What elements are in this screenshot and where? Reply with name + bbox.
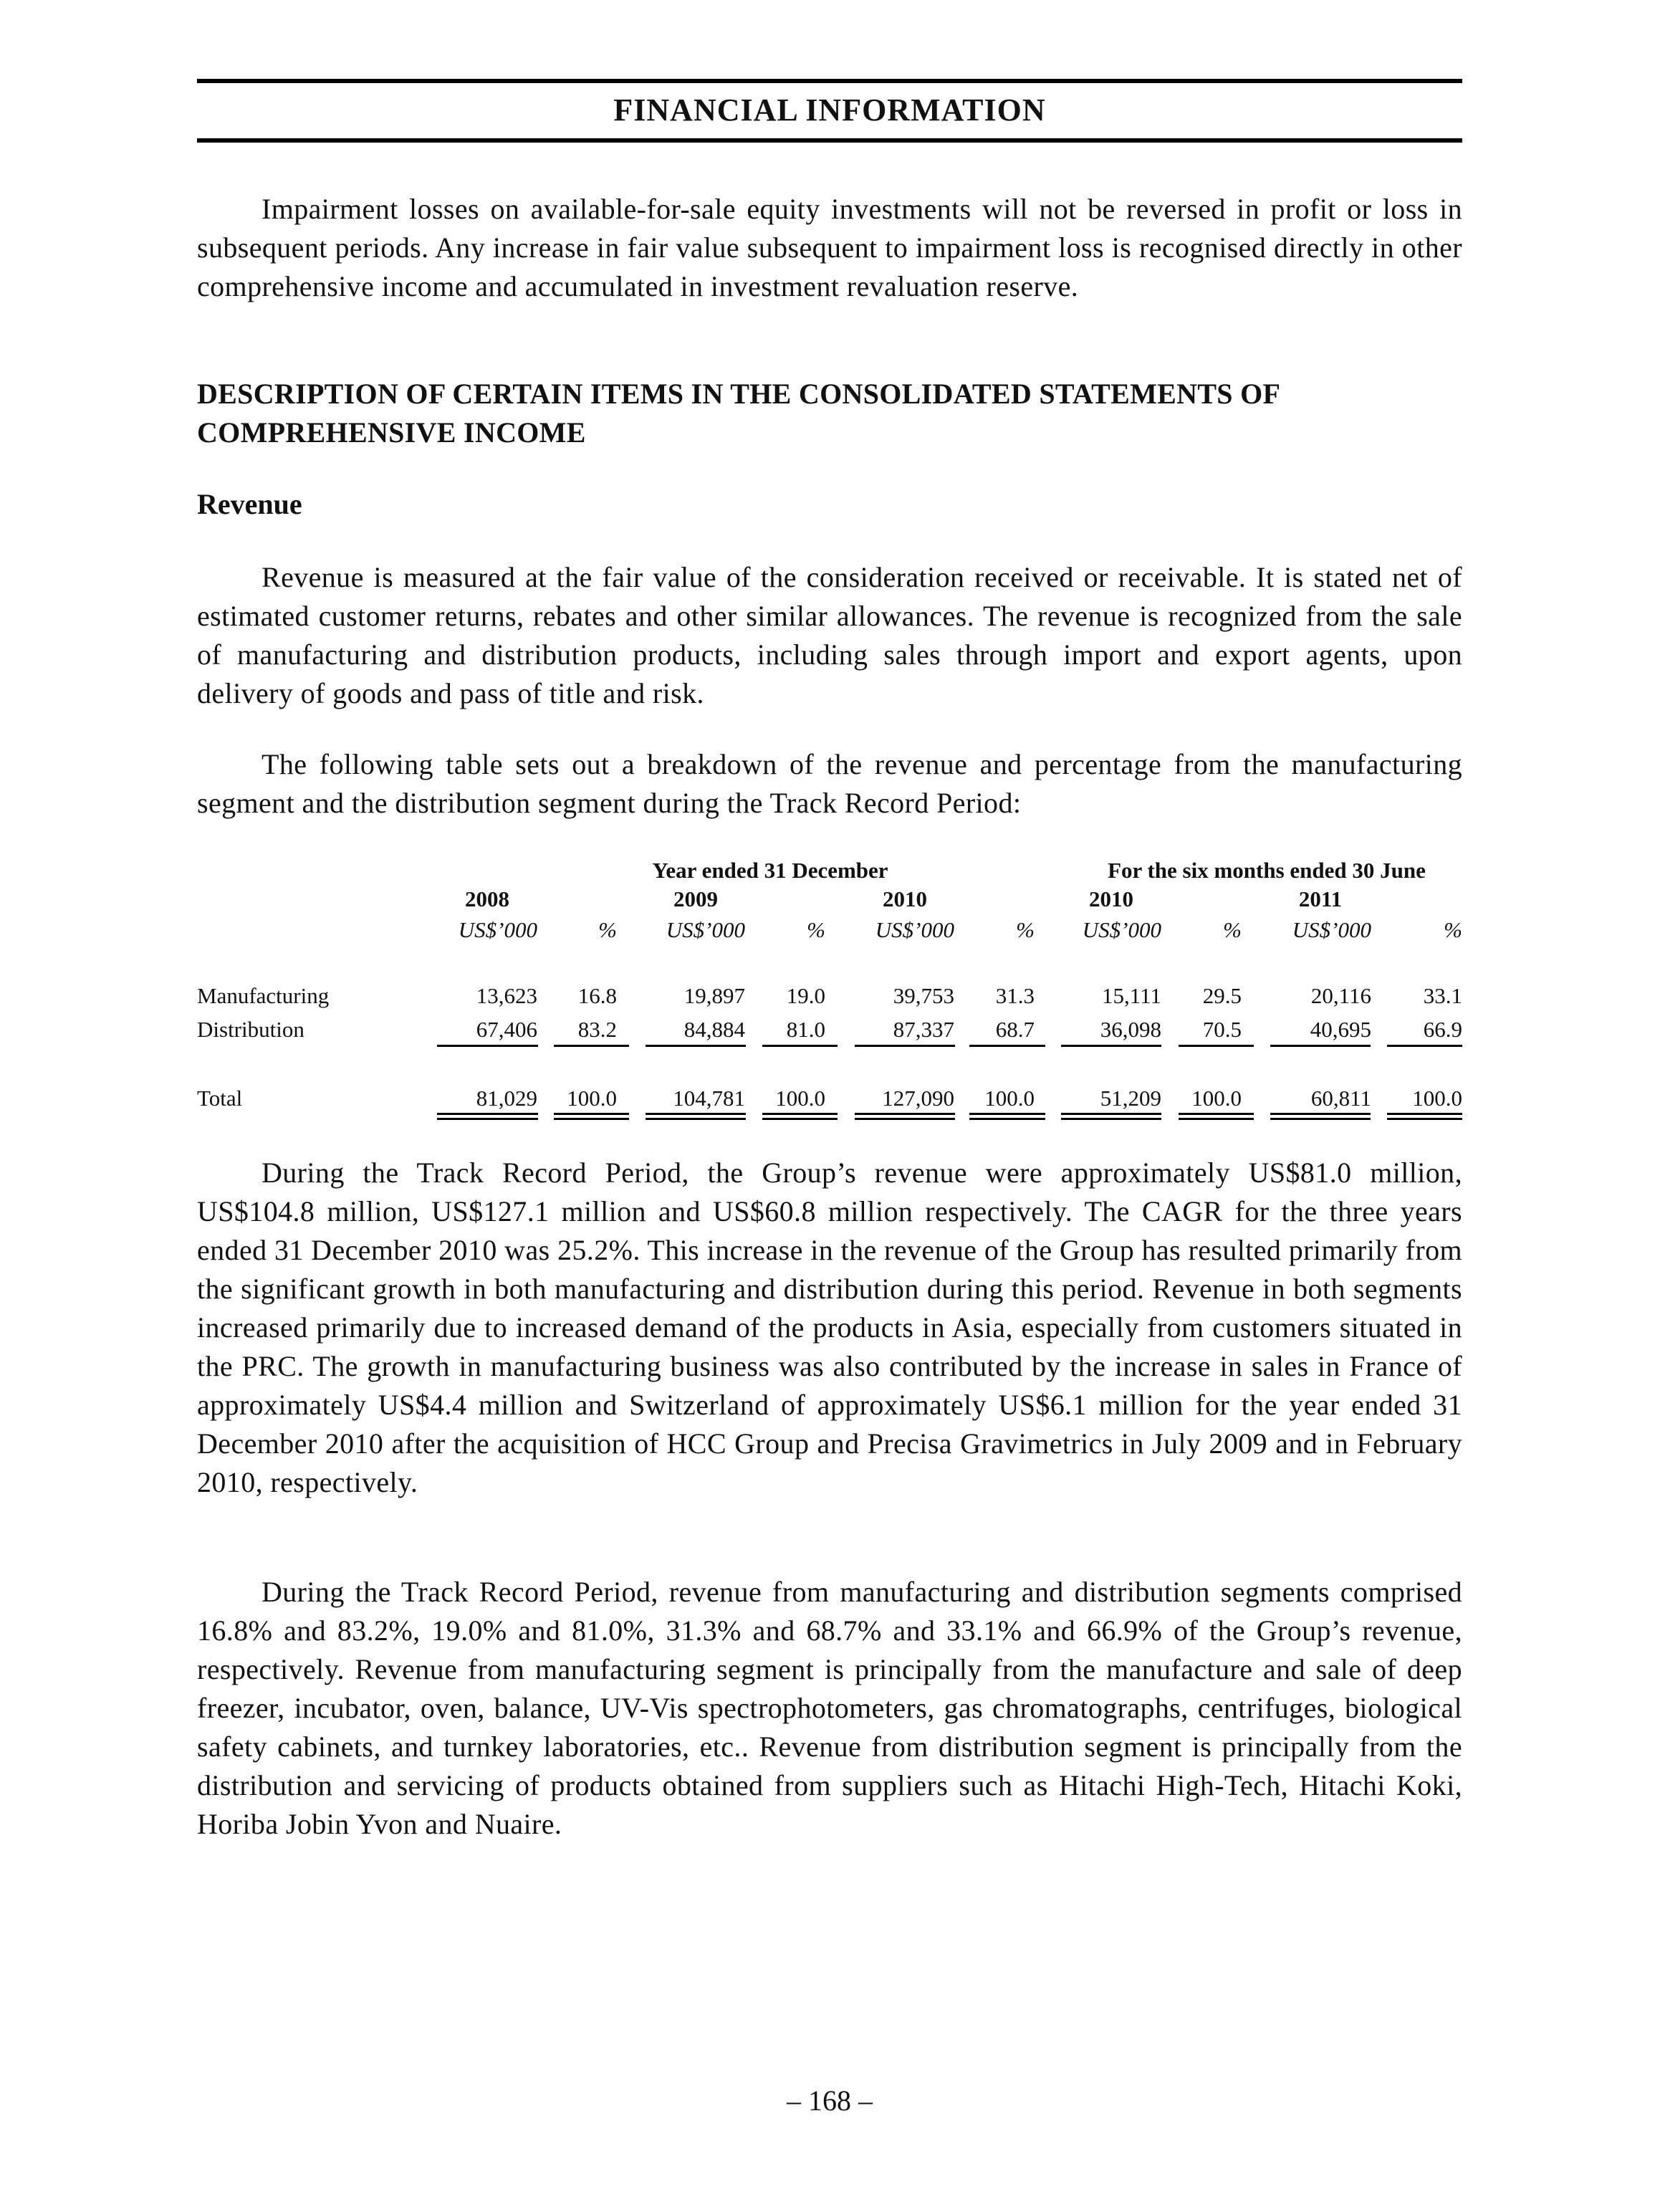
row-label: Total xyxy=(197,1086,243,1111)
subtotal-underline xyxy=(1270,1045,1371,1047)
table-cell: 100.0 xyxy=(1191,1086,1242,1111)
total-double-underline xyxy=(1387,1113,1462,1120)
row-label: Manufacturing xyxy=(197,983,330,1008)
total-double-underline xyxy=(1179,1113,1254,1120)
page-title: FINANCIAL INFORMATION xyxy=(613,92,1046,128)
table-cell: 84,884 xyxy=(683,1017,745,1042)
unit-amount: US$’000 xyxy=(1292,917,1371,942)
paragraph-table-intro xyxy=(197,745,1462,823)
paragraph-revenue-measured-text: Revenue is measured at the fair value of the consideration received or receivable. It is stated net of estimated customer returns, rebates and other similar allowances. The revenue is recognized from the sale of manufacturing and distribution products, including sales through import and export agents, upon delivery of goods and pass of title and risk. xyxy=(197,561,1462,709)
subtotal-underline xyxy=(1179,1045,1254,1047)
total-double-underline xyxy=(762,1113,838,1120)
table-cell: 31.3 xyxy=(995,983,1035,1008)
subtotal-underline xyxy=(1061,1045,1161,1047)
table-cell: 33.1 xyxy=(1423,983,1462,1008)
table-cell: 40,695 xyxy=(1310,1017,1371,1042)
unit-percent: % xyxy=(1016,917,1035,942)
total-double-underline xyxy=(969,1113,1045,1120)
unit-amount: US$’000 xyxy=(1082,917,1161,942)
paragraph-impairment-text: Impairment losses on available-for-sale equity investments will not be reversed in profit or loss in subsequent periods. Any increase in fair value subsequent to impairment loss is recognised directly in other comprehensive income and accumulated in investment revaluation reserve. xyxy=(197,193,1462,302)
total-double-underline xyxy=(855,1113,955,1120)
revenue-heading: Revenue xyxy=(197,488,302,520)
table-cell: 100.0 xyxy=(775,1086,825,1111)
subtotal-underline xyxy=(554,1045,629,1047)
table-cell: 100.0 xyxy=(1412,1086,1462,1111)
year-header: 2009 xyxy=(673,886,718,911)
unit-percent: % xyxy=(598,917,617,942)
row-label: Distribution xyxy=(197,1017,304,1042)
paragraph-segment-share-text: During the Track Record Period, revenue from manufacturing and distribution segments comprised 16.8% and 83.2%, 19.0% and 81.0%, 31.3% and 68.7% and 33.1% and 66.9% of the Group’s revenue, respectively. Revenue from manufacturing segment is principally from the manufacture and sale of deep freezer, incubator, oven, balance, UV-Vis spectrophotometers, gas chromatographs, centrifuges, biological safety cabinets, and turnkey laboratories, etc.. Revenue from distribution segment is principally from the distribution and servicing of products obtained from suppliers such as Hitachi High-Tech, Hitachi Koki, Horiba Jobin Yvon and Nuaire. xyxy=(197,1576,1462,1840)
table-cell: 67,406 xyxy=(476,1017,537,1042)
year-header: 2010 xyxy=(1089,886,1133,911)
subtotal-underline xyxy=(969,1045,1045,1047)
subtotal-underline xyxy=(1387,1045,1462,1047)
table-cell: 51,209 xyxy=(1100,1086,1161,1111)
year-header: 2008 xyxy=(465,886,509,911)
table-cell: 66.9 xyxy=(1423,1017,1462,1042)
subtotal-underline xyxy=(762,1045,838,1047)
table-cell: 60,811 xyxy=(1310,1086,1371,1111)
section-heading: DESCRIPTION OF CERTAIN ITEMS IN THE CONSOLIDATED STATEMENTS OF COMPREHENSIVE INCOME xyxy=(197,378,1280,449)
table-cell: 15,111 xyxy=(1102,983,1161,1008)
subtotal-underline xyxy=(646,1045,746,1047)
paragraph-track-record-revenue-text: During the Track Record Period, the Group’s revenue were approximately US$81.0 million, US$104.8 million, US$127.1 million and US$60.8 million respectively. The CAGR for the three years ended 31 December 2010 was 25.2%. This increase in the revenue of the Group has resulted primarily from the significant growth in both manufacturing and distribution during this period. Revenue in both segments increased primarily due to increased demand of the products in Asia, especially from customers situated in the PRC. The growth in manufacturing business was also contributed by the increase in sales in France of approximately US$4.4 million and Switzerland of approximately US$6.1 million for the year ended 31 December 2010 after the acquisition of HCC Group and Precisa Gravimetrics in July 2009 and in February 2010, respectively. xyxy=(197,1157,1462,1498)
year-header: 2010 xyxy=(883,886,927,911)
table-cell: 81.0 xyxy=(786,1017,825,1042)
table-cell: 36,098 xyxy=(1100,1017,1161,1042)
table-cell: 68.7 xyxy=(995,1017,1035,1042)
subtotal-underline xyxy=(437,1045,538,1047)
paragraph-segment-share xyxy=(197,1573,1462,1844)
paragraph-track-record-revenue xyxy=(197,1154,1462,1502)
table-cell: 70.5 xyxy=(1202,1017,1242,1042)
total-double-underline xyxy=(554,1113,629,1120)
year-header: 2011 xyxy=(1298,886,1343,911)
table-cell: 100.0 xyxy=(567,1086,617,1111)
total-double-underline xyxy=(646,1113,746,1120)
paragraph-revenue-measured xyxy=(197,558,1462,713)
table-cell: 16.8 xyxy=(577,983,617,1008)
header-bottom-rule xyxy=(197,138,1462,143)
table-cell: 29.5 xyxy=(1202,983,1242,1008)
table-cell: 104,781 xyxy=(673,1086,745,1111)
page-number: – 168 – xyxy=(787,2084,873,2117)
unit-amount: US$’000 xyxy=(458,917,537,942)
table-cell: 39,753 xyxy=(893,983,954,1008)
total-double-underline xyxy=(1061,1113,1161,1120)
total-double-underline xyxy=(437,1113,538,1120)
paragraph-table-intro-text: The following table sets out a breakdown of the revenue and percentage from the manufacturing segment and the distribution segment during the Track Record Period: xyxy=(197,748,1462,819)
table-cell: 100.0 xyxy=(984,1086,1035,1111)
table-cell: 127,090 xyxy=(882,1086,954,1111)
unit-percent: % xyxy=(807,917,825,942)
paragraph-impairment xyxy=(197,190,1462,306)
header-top-rule xyxy=(197,79,1462,83)
unit-percent: % xyxy=(1444,917,1462,942)
table-cell: 19.0 xyxy=(786,983,825,1008)
unit-amount: US$’000 xyxy=(875,917,954,942)
unit-percent: % xyxy=(1223,917,1242,942)
table-cell: 83.2 xyxy=(577,1017,617,1042)
subtotal-underline xyxy=(855,1045,955,1047)
table-cell: 13,623 xyxy=(476,983,537,1008)
group-header-year-ended: Year ended 31 December xyxy=(652,858,888,883)
table-cell: 87,337 xyxy=(893,1017,954,1042)
unit-amount: US$’000 xyxy=(666,917,745,942)
total-double-underline xyxy=(1270,1113,1371,1120)
table-cell: 19,897 xyxy=(683,983,745,1008)
table-cell: 20,116 xyxy=(1310,983,1371,1008)
table-cell: 81,029 xyxy=(476,1086,537,1111)
group-header-six-months: For the six months ended 30 June xyxy=(1108,858,1426,883)
